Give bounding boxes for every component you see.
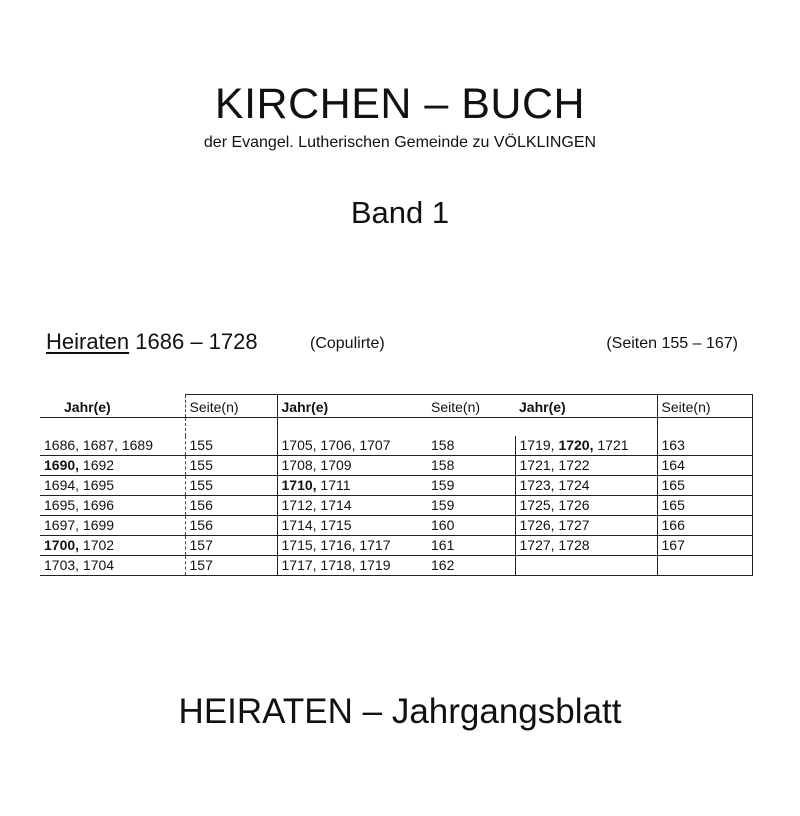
col2-seite-cell: 159 (427, 496, 515, 516)
col2-jahr-post: 1714, 1715 (281, 517, 352, 533)
col3-seite-cell: 166 (657, 516, 752, 536)
col3-jahr-cell (515, 516, 657, 536)
col2-header-jahr: Jahr(e) (277, 395, 427, 418)
table-row (40, 476, 752, 496)
volume-label: Band 1 (350, 195, 450, 230)
col3-jahr-post: 1727, 1728 (519, 537, 590, 553)
document-title: KIRCHEN – BUCH (214, 80, 586, 128)
col1-seite-cell: 155 (185, 456, 277, 476)
col2-jahr-cell (277, 516, 427, 536)
table-row (40, 496, 752, 516)
col3-jahr-post: 1723, 1724 (519, 477, 590, 493)
table-row (40, 556, 752, 576)
col1-seite-cell: 157 (185, 556, 277, 576)
col3-seite-cell: 163 (657, 436, 752, 456)
col1-jahr-cell (40, 436, 185, 456)
table-row (40, 456, 752, 476)
col3-header-seite: Seite(n) (657, 395, 752, 418)
col1-jahr-cell (40, 556, 185, 576)
col1-jahr-post: 1686, 1687, 1689 (44, 437, 153, 453)
col2-seite-cell: 159 (427, 476, 515, 496)
section-note: (Copulirte) (310, 335, 385, 352)
col1-seite-cell: 157 (185, 536, 277, 556)
col3-jahr-cell (515, 556, 657, 576)
table-row (40, 516, 752, 536)
document-subtitle: der Evangel. Lutherischen Gemeinde zu VÖLKLINGEN (203, 134, 597, 151)
col1-jahr-post: 1702 (79, 537, 115, 553)
col2-jahr-cell (277, 496, 427, 516)
col3-jahr-b: 1720, (558, 437, 594, 453)
col2-seite-cell: 162 (427, 556, 515, 576)
col1-jahr-cell (40, 496, 185, 516)
col2-jahr-b: 1710, (281, 477, 317, 493)
col3-jahr-post: 1721, 1722 (519, 457, 590, 473)
col1-jahr-cell (40, 516, 185, 536)
col2-seite-cell: 158 (427, 456, 515, 476)
col2-jahr-post: 1717, 1718, 1719 (281, 557, 391, 573)
table-spacer-row (40, 418, 752, 437)
col2-jahr-cell (277, 436, 427, 456)
col1-jahr-cell (40, 456, 185, 476)
col3-jahr-pre: 1719, (519, 437, 559, 453)
section-title (46, 328, 258, 356)
col2-jahr-post: 1705, 1706, 1707 (281, 437, 391, 453)
col1-jahr-post: 1692 (79, 457, 115, 473)
col1-jahr-post: 1703, 1704 (44, 557, 115, 573)
col1-jahr-b: 1700, (44, 537, 80, 553)
col2-seite-cell: 160 (427, 516, 515, 536)
col3-jahr-post: 1726, 1727 (519, 517, 590, 533)
col1-jahr-post: 1694, 1695 (44, 477, 115, 493)
col2-jahr-cell (277, 456, 427, 476)
col3-seite-cell (657, 556, 752, 576)
document-footer-title: HEIRATEN – Jahrgangsblatt (178, 692, 622, 731)
col2-jahr-post: 1712, 1714 (281, 497, 352, 513)
col3-jahr-cell (515, 496, 657, 516)
col1-jahr-cell (40, 476, 185, 496)
col2-jahr-post: 1711 (316, 477, 351, 493)
col3-seite-cell: 165 (657, 476, 752, 496)
col3-seite-cell: 165 (657, 496, 752, 516)
col3-seite-cell: 167 (657, 536, 752, 556)
col3-seite-cell: 164 (657, 456, 752, 476)
col1-jahr-cell (40, 536, 185, 556)
col1-header-seite: Seite(n) (185, 395, 277, 418)
col1-jahr-post: 1695, 1696 (44, 497, 115, 513)
col3-jahr-cell (515, 536, 657, 556)
col3-jahr-post: 1721 (593, 437, 629, 453)
col3-jahr-post: 1725, 1726 (519, 497, 590, 513)
col2-jahr-cell (277, 556, 427, 576)
col2-jahr-cell (277, 536, 427, 556)
col1-seite-cell: 155 (185, 436, 277, 456)
table-header-row (40, 395, 752, 418)
section-header (46, 328, 746, 358)
section-pages: (Seiten 155 – 167) (606, 335, 738, 352)
col2-header-seite: Seite(n) (427, 395, 515, 418)
section-title-prefix: Heiraten (46, 329, 130, 354)
col3-header-jahr: Jahr(e) (515, 395, 657, 418)
col2-jahr-post: 1715, 1716, 1717 (281, 537, 391, 553)
col2-seite-cell: 161 (427, 536, 515, 556)
col3-jahr-cell (515, 456, 657, 476)
col3-jahr-cell (515, 436, 657, 456)
col2-seite-cell: 158 (427, 436, 515, 456)
col2-jahr-cell (277, 476, 427, 496)
col1-jahr-b: 1690, (44, 457, 80, 473)
table-row (40, 436, 752, 456)
year-page-index-table (40, 394, 753, 576)
col3-jahr-cell (515, 476, 657, 496)
section-title-range: 1686 – 1728 (129, 329, 258, 354)
table-row (40, 536, 752, 556)
col1-seite-cell: 155 (185, 476, 277, 496)
col1-header-jahr: Jahr(e) (40, 395, 185, 418)
col2-jahr-post: 1708, 1709 (281, 457, 352, 473)
col1-seite-cell: 156 (185, 516, 277, 536)
col1-seite-cell: 156 (185, 496, 277, 516)
col1-jahr-post: 1697, 1699 (44, 517, 115, 533)
